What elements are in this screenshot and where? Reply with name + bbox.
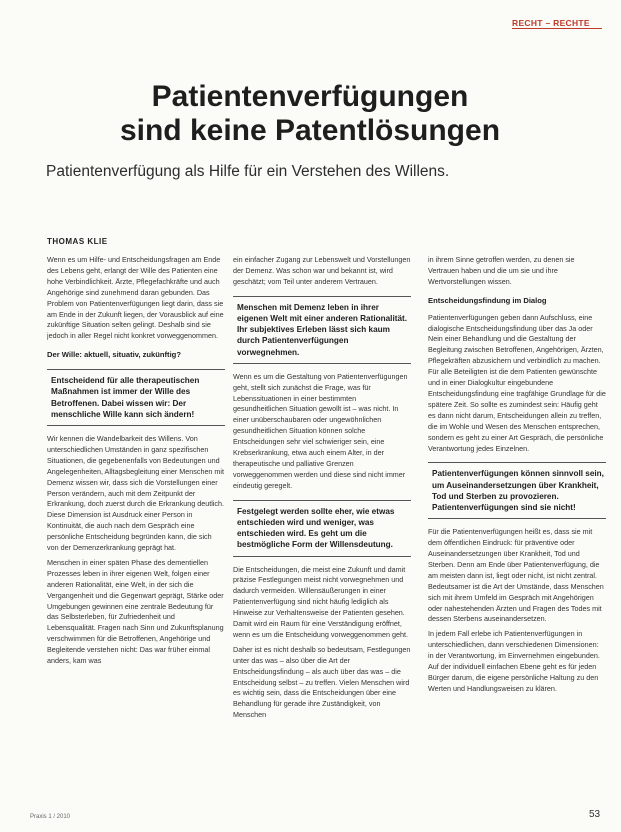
section-rule [512,28,602,29]
author-name: THOMAS KLIE [47,237,108,246]
column-3 [428,255,606,699]
section-heading: Der Wille: aktuell, situativ, zukünftig? [47,350,181,360]
title-line-1: Patientenverfügungen [151,80,469,113]
paragraph: ein einfacher Zugang zur Lebenswelt und Vorstellungen der Demenz. Was schon war und bekannt ist, wird geschätzt; vom Teil unter anderem Vertrauen. [233,255,411,286]
article-subtitle: Patientenverfügung als Hilfe für ein Verstehen des Willens. [46,163,450,180]
pull-quote: Entscheidend für alle therapeutischen Maßnahmen ist immer der Wille des Betroffenen. Dabei wissen wir: Der menschliche Wille kann sich ändern! [47,369,225,426]
paragraph: Patientenverfügungen geben dann Aufschluss, eine dialogische Entscheidungsfindung über das Ja oder Nein einer Behandlung und die Gestaltung der Begleitung zwischen Betroffenen, Angehörigen, Ärzten, Pflegekräften abzusichern und verbindlich zu machen. Für alle Beteiligten ist die dem Patienten gewünschte und in einer Dialogkultur eingebundene Entscheidungsfindung eine tragfähige Grundlage für die spätere Zeit. So sollte es zumindest sein: Häufig geht es dann nicht darum, Entscheidungen allein zu treffen, die im Wohle und Wesen des Menschen entsprechen, sondern es geht zu einer Art Gespräch, die persönliche Verantwortung jedes Einzelnen. [428,312,606,453]
paragraph: Die Entscheidungen, die meist eine Zukunft und damit präzise Festlegungen meist nicht vorwegnehmen und dadurch vermeiden. Willensäußerungen in einer Patientenverfügung sind nicht häufig lediglich als Hinweise zur Verhaltensweise der Patienten gesehen. Damit wird ein Raum für eine Verständigung eröffnet, wenn es um die Entscheidung vorweggenommen geht. [233,564,409,639]
paragraph: Wenn es um Hilfe- und Entscheidungsfragen am Ende des Lebens geht, erlangt der Wille des Patienten eine hohe Verbindlichkeit. Ärzte, Pflegefachkräfte und auch Angehörige sind zunehmend daran gebunden. Das Problem von Patientenverfügungen liegt darin, dass sie am Ende in der Zukunft liegen, der Vorausblick auf eine zukünftige Situation selten gelingt. Deshalb sind sie jedoch in aller Regel nicht konkret vorweggenommen. [47,255,224,341]
paragraph: Für die Patientenverfügungen heißt es, dass sie mit dem öffentlichen Eindruck: für präventive oder Auseinandersetzungen über Krankheit, Tod und Sterben. Denn am Ende über Patientenverfügung, die am meisten dann ist, liegt oder nicht, ist nicht zentral. Bedeutsamer ist die Art der Umstände, dass Menschen sich mit ihrem Umfeld im Gespräch mit Angehörigen oder nahestehenden Ärzten und Fragen des Todes mit dessen Sterbens auseinandersetzen. [428,527,604,624]
title-line-2: sind keine Patentlösungen [119,114,501,147]
pull-quote: Patientenverfügungen können sinnvoll sein, um Auseinandersetzungen über Krankheit, Tod und Sterben zu provozieren. Patientenverfügungen sind sie nicht! [428,462,606,519]
paragraph: Wir kennen die Wandelbarkeit des Willens. Von unterschiedlichen Umständen in ganz spezifischen Situationen, die gegebenenfalls von Bedeutungen und Angelegenheiten, Alltagsbegleitung einer Menschen mit Demenz wissen wir, dass sich die Vorstellungen einer Person verändern, auch mit dem Zeitpunkt der Erkrankung, doch zuerst durch die Erkrankung deutlich. Diese Dimension ist Ausdruck einer Person in Kontinuität, die auch nach dem Gespräch eine persönliche Entscheidung begründen kann, die sich von der Demenzerkrankung geprägt hat. [47,433,225,553]
section-heading: Entscheidungsfindung im Dialog [428,295,547,305]
column-1 [47,255,225,671]
page-number: 53 [589,809,601,820]
paragraph: Wenn es um die Gestaltung von Patientenverfügungen geht, stellt sich zunächst die Frage, was für Lebenssituationen in einer bestimmten gesundheitlichen Situation gewollt ist – was nicht. In einer unüberschaubaren oder ungewöhnlichen gesundheitlichen Situation können solche Entscheidungen sehr viel schwieriger sein, eine Krebserkrankung, etwa auch einem Alter, in der therapeutische und palliative Grenzen vorweggenommen werden und diese sind nicht immer eindeutig geregelt. [233,371,408,490]
paragraph: Menschen in einer späten Phase des dementiellen Prozesses leben in ihrer eigenen Welt, folgen einer anderen Rationalität, eine Welt, in der sich die Vergangenheit und die Gegenwart geprägt, Stärke oder Umgebungen gewinnen eine zentrale Bedeutung für das Selbsterleben, für Zufriedenheit und Lebensqualität. Fragen nach Sinn und Zukunftsplanung verschwimmen für die Betroffenen, Angehörige und Begleitende verstehen nicht: Das war früher einmal anders, kam was [47,557,224,666]
paragraph: In jedem Fall erlebe ich Patientenverfügungen in unterschiedlichen, dann verschiedenen Dimensionen: in der Verantwortung, im Einvernehmen eingebunden. Auf der individuell einfachen Ebene geht es für jeden Bürger darum, die eigene persönliche Haltung zu den Werten und Handlungsweisen zu klären. [428,629,600,693]
column-2 [233,255,411,725]
pull-quote: Festgelegt werden sollte eher, wie etwas entschieden wird und weniger, was entschieden wird. Es geht um die bestmögliche Form der Willensdeutung. [233,500,411,557]
footer-source: Praxis 1 / 2010 [30,814,71,820]
pull-quote: Menschen mit Demenz leben in ihrer eigenen Welt mit einer anderen Rationalität. Ihr subjektives Erleben lässt sich kaum durch Patientenverfügungen vorwegnehmen. [233,296,411,364]
paragraph: in ihrem Sinne getroffen werden, zu denen sie Vertrauen haben und die um sie und ihre Wertvorstellungen wissen. [428,255,575,286]
section-tag: RECHT – RECHTE [512,18,590,28]
article-title [40,80,580,148]
paragraph: Daher ist es nicht deshalb so bedeutsam, Festlegungen unter das was – also über die Art der Entscheidungsfindung – als auch über das was – die Entscheidung selbst – zu treffen. Vielen Menschen wird es wichtig sein, dass die Entscheidungen über eine Behandlung für gerade ihre Zuständigkeit, von Menschen [233,644,411,720]
